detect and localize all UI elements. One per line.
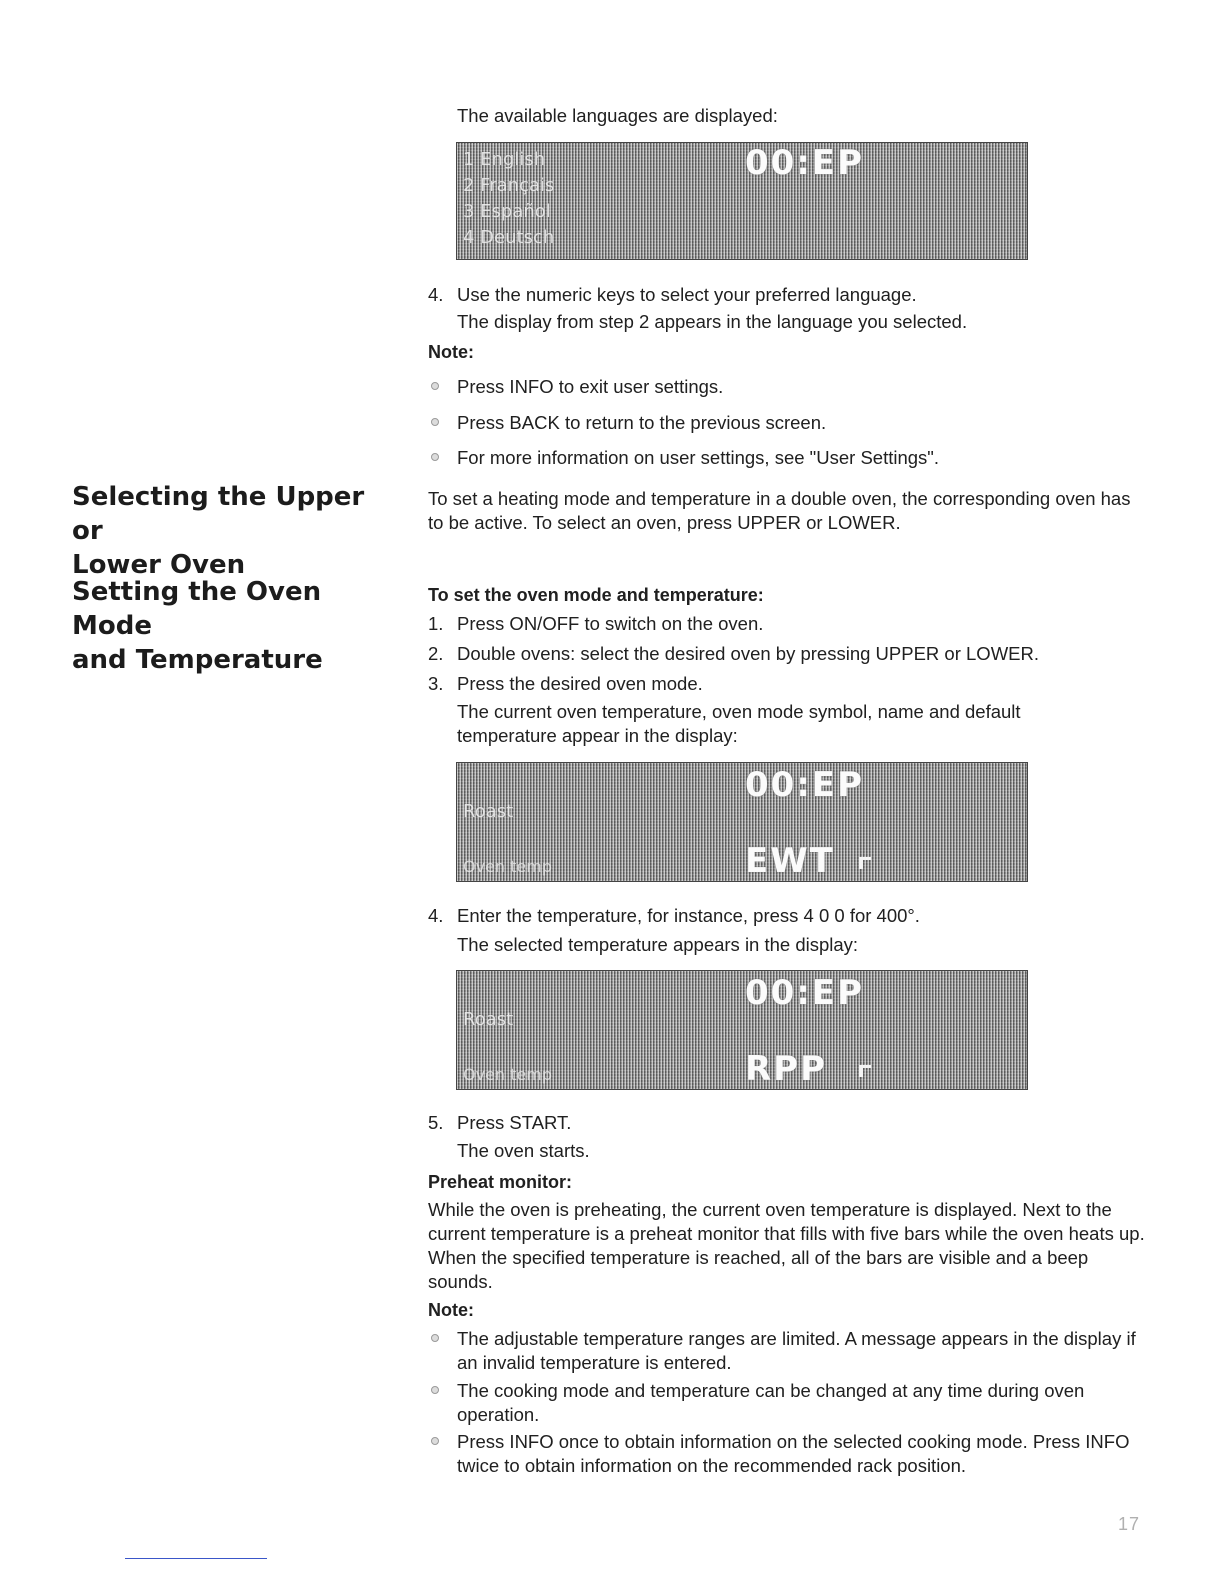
step-number: 5. [428, 1112, 444, 1133]
preheat-label: Preheat monitor: [428, 1172, 573, 1192]
step-text: Use the numeric keys to select your preferred language. [457, 284, 917, 305]
display-temperature: RPP [745, 1049, 828, 1089]
section-heading-select [72, 480, 402, 582]
bullet-icon [431, 1437, 439, 1445]
language-display [456, 142, 1028, 260]
flame-icon [857, 855, 873, 871]
page-number: 17 [1118, 1514, 1141, 1534]
step-text: Enter the temperature, for instance, press 4 0 0 for 400°. [457, 905, 920, 926]
select-oven-body: To set a heating mode and temperature in a double oven, the corresponding oven has to be active. To select an oven, press UPPER or LOWER. [428, 488, 1131, 533]
heading-line: Setting the Oven Mode [72, 577, 322, 641]
oven-mode-display [456, 762, 1028, 882]
intro-text: The available languages are displayed: [457, 105, 778, 126]
note-item: The cooking mode and temperature can be changed at any time during oven operation. [457, 1380, 1085, 1425]
display-clock: 00:EP [745, 973, 865, 1013]
step-text: Press START. [457, 1112, 572, 1133]
display-temperature: EWT [745, 841, 835, 881]
step-text: Double ovens: select the desired oven by pressing UPPER or LOWER. [457, 643, 1040, 664]
flame-icon [857, 1063, 873, 1079]
temperature-display [456, 970, 1028, 1090]
note-item: The adjustable temperature ranges are limited. A message appears in the display if an invalid temperature is entered. [457, 1328, 1136, 1373]
language-option: 1 English [463, 149, 546, 170]
note-item: For more information on user settings, see "User Settings". [457, 447, 940, 468]
language-option: 4 Deutsch [463, 227, 555, 248]
bullet-icon [431, 453, 439, 461]
note-item: Press BACK to return to the previous screen. [457, 412, 827, 433]
language-option: 3 Español [463, 201, 551, 222]
footer-divider [125, 1558, 267, 1559]
display-clock: 00:EP [745, 765, 865, 805]
step-subtext: The display from step 2 appears in the language you selected. [457, 311, 968, 332]
display-mode-name: Roast [463, 801, 514, 822]
step-number: 2. [428, 643, 444, 664]
note-label: Note: [428, 1300, 474, 1320]
language-option: 2 Français [463, 175, 555, 196]
preheat-body: While the oven is preheating, the current oven temperature is displayed. Next to the current temperature is a preheat monitor that fills with five bars while the oven heats up. When the specified temperature is reached, all of the bars are visible and a beep sounds. [428, 1199, 1145, 1292]
procedure-subheading: To set the oven mode and temperature: [428, 585, 764, 605]
step-subtext: The oven starts. [457, 1140, 590, 1161]
display-temp-label: Oven temp [463, 1065, 552, 1084]
step-number: 4. [428, 284, 444, 305]
bullet-icon [431, 1334, 439, 1342]
heading-line: and Temperature [72, 645, 323, 675]
note-label: Note: [428, 342, 474, 362]
step-number: 3. [428, 673, 444, 694]
step-number: 1. [428, 613, 444, 634]
step-text: Press the desired oven mode. [457, 673, 703, 694]
step-subtext: The selected temperature appears in the display: [457, 934, 859, 955]
step-subtext: The current oven temperature, oven mode symbol, name and default temperature appear in the display: [457, 701, 1021, 746]
step-text: Press ON/OFF to switch on the oven. [457, 613, 764, 634]
step-number: 4. [428, 905, 444, 926]
heading-line: Lower Oven [72, 550, 246, 580]
note-item: Press INFO to exit user settings. [457, 376, 724, 397]
section-heading-mode [72, 575, 402, 677]
note-item: Press INFO once to obtain information on the selected cooking mode. Press INFO twice to obtain information on the recommended rack position. [457, 1431, 1130, 1476]
display-temp-label: Oven temp [463, 857, 552, 876]
display-mode-name: Roast [463, 1009, 514, 1030]
bullet-icon [431, 382, 439, 390]
display-clock: 00:EP [745, 143, 865, 183]
bullet-icon [431, 1386, 439, 1394]
heading-line: Selecting the Upper or [72, 482, 365, 546]
bullet-icon [431, 418, 439, 426]
